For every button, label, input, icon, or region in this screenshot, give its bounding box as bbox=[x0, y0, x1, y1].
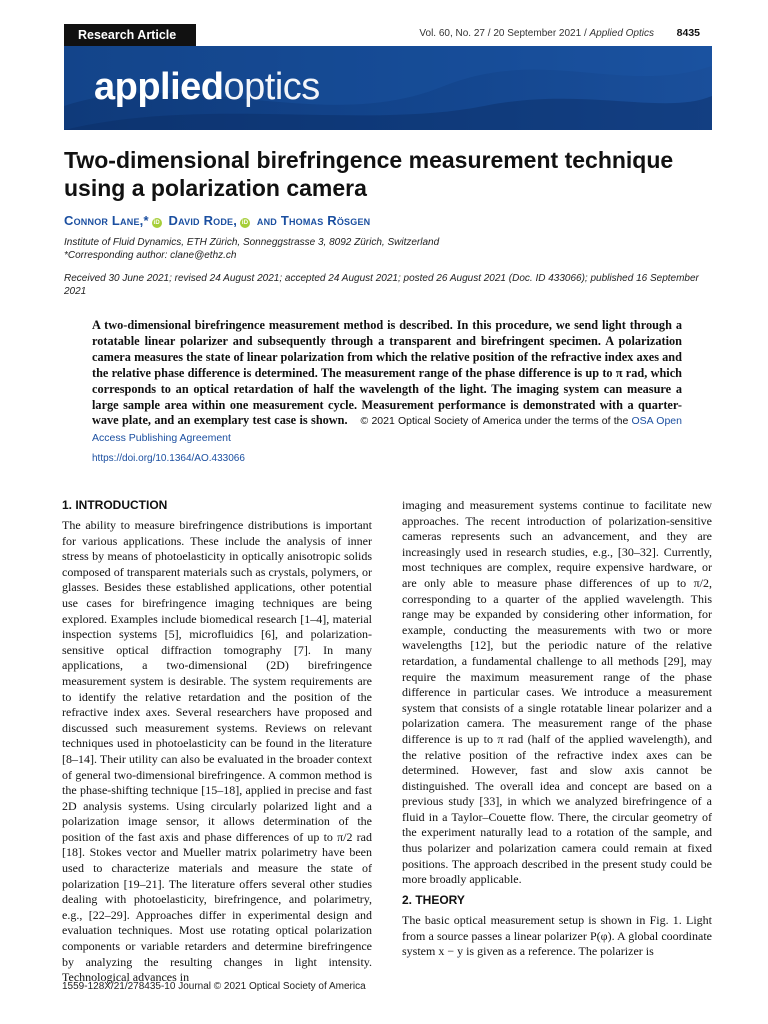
journal-meta bbox=[419, 28, 654, 39]
article-dates: Received 30 June 2021; revised 24 August 2021; accepted 24 August 2021; posted 26 August 2021 (Doc. ID 433066); published 16 September 2021 bbox=[64, 273, 699, 297]
journal-logo bbox=[94, 68, 320, 106]
intro-left-column: The ability to measure birefringence distributions is important for various applications. These include the analysis of inner stress by means of photoelasticity in optically anisotropic solids composed of transparent materials such as crystals, polymers, or glasses. Besides these established applications, other potential use cases for birefringence imaging techniques are being explored. Examples include biomedical research [1–4], material inspection systems [5], microfluidics [6], and polarization-sensitive optical diffraction tomography [7]. In many applications, a two-dimensional (2D) birefringence measurement system is desirable. The system requirements are to identify the relative retardation and the position of the refractive index axes. Several researchers have proposed and discussed such measurement systems. Reviews on relevant techniques used in photoelasticity can be found in the literature [8–14]. Their utility can also be evaluated in the broader context of general two-dimensional birefringence. A common method is the phase-shifting technique [15–18], applied in precise and fast 2D analysis systems. Using circularly polarized light and a polarization image sensor, it allows determination of the position of the fast axis and phase differences of up to π/2 rad [18]. Stokes vector and Mueller matrix polarimetry have been used to characterize materials and measure the state of polarization [19–21]. The literature offers several other studies dealing with photoelasticity, birefringence, and polarimetry, e.g., [22–29]. Approaches differ in experimental design and evaluation techniques. Most use rotating optical polarization components or variable retarders and determine birefringence by analyzing the resulting changes in light intensity. Technological advances in bbox=[62, 518, 372, 985]
abstract bbox=[92, 318, 682, 447]
license-link[interactable]: OSA Open Access Publishing Agreement bbox=[92, 415, 682, 445]
page-number: 8435 bbox=[676, 27, 700, 39]
orcid-icon[interactable]: iD bbox=[153, 220, 160, 226]
copyright-text: © 2021 Optical Society of America under the terms of the bbox=[360, 415, 629, 428]
page-footer: 1559-128X/21/278435-10 Journal © 2021 Optical Society of America bbox=[62, 981, 366, 992]
doi-link[interactable]: https://doi.org/10.1364/AO.433066 bbox=[92, 453, 245, 464]
logo-word-applied: applied bbox=[94, 66, 224, 108]
affiliation: Institute of Fluid Dynamics, ETH Zürich, Sonneggstrasse 3, 8092 Zürich, Switzerland bbox=[64, 237, 440, 248]
header-bar bbox=[64, 24, 712, 46]
intro-right-column: imaging and measurement systems continue to facilitate new approaches. The recent introduction of polarization-sensitive cameras represents such an advancement, and they are increasingly used in research studies, e.g., [30–32]. Currently, most techniques are complex, require expensive hardware, or are only able to measure phase differences of up to π/2, corresponding to a quarter of the applied wavelength. This range may be expanded by considering other information, for example, conducting the measurements with two or more wavelengths [12], but the periodic nature of the relative retardation, a fundamental challenge to all methods [29], may require the maximum measurement range of the phase difference in particular cases. We introduce a measurement system that consists of a single rotatable linear polarizer and a polarization camera. The measurement range of the phase difference is up to π rad (half of the applied wavelength), and the relative position of the refractive index axes can be determined. However, fast and slow axis cannot be distinguished. The overall idea and concept are based on a previous study [33], in which we analyzed birefringence of a fluid in a Taylor–Couette flow. There, the circular geometry of the experiment naturally lead to a rotation of the sample, and thus polarizer and polarization camera could remain at fixed positions. The approach described in the present study could be more broadly applicable. bbox=[402, 498, 712, 887]
theory-paragraph: The basic optical measurement setup is shown in Fig. 1. Light from a source passes a linear polarizer P(φ). A global coordinate system x − y is given as a reference. The polarizer is bbox=[402, 913, 712, 959]
affiliation-block bbox=[64, 236, 439, 262]
abstract-text: A two-dimensional birefringence measurement method is described. In this procedure, we send light through a rotatable linear polarizer and subsequently through a transparent and birefringent specimen. A polarization camera measures the state of linear polarization from which the relative position of the refractive index axes and the relative phase difference is determined. The measurement range of the phase difference is up to π rad, which corresponds to an optical retardation of half the wavelength of the light. The imaging system can measure a large sample area within one measurement cycle. Measurement performance is demonstrated with a quarter-wave plate, and an exemplary test case is shown. bbox=[92, 318, 682, 428]
journal-meta-name: Applied Optics bbox=[589, 28, 654, 39]
journal-meta-issue: Vol. 60, No. 27 / 20 September 2021 / bbox=[419, 28, 590, 39]
section-heading-theory: 2. THEORY bbox=[402, 893, 465, 907]
corresponding-author: *Corresponding author: clane@ethz.ch bbox=[64, 250, 237, 261]
author-3: Thomas Rösgen bbox=[280, 213, 371, 228]
article-title: Two-dimensional birefringence measurement technique using a polarization camera bbox=[64, 147, 674, 201]
author-1: Connor Lane,* bbox=[64, 213, 149, 228]
author-conjunction: and bbox=[256, 213, 277, 228]
author-list bbox=[64, 213, 370, 228]
article-type-badge: Research Article bbox=[64, 24, 196, 46]
section-heading-introduction: 1. INTRODUCTION bbox=[62, 498, 168, 512]
author-2: David Rode, bbox=[168, 213, 238, 228]
journal-banner bbox=[64, 46, 712, 130]
orcid-icon[interactable]: iD bbox=[241, 220, 249, 226]
logo-word-optics: optics bbox=[223, 66, 320, 108]
